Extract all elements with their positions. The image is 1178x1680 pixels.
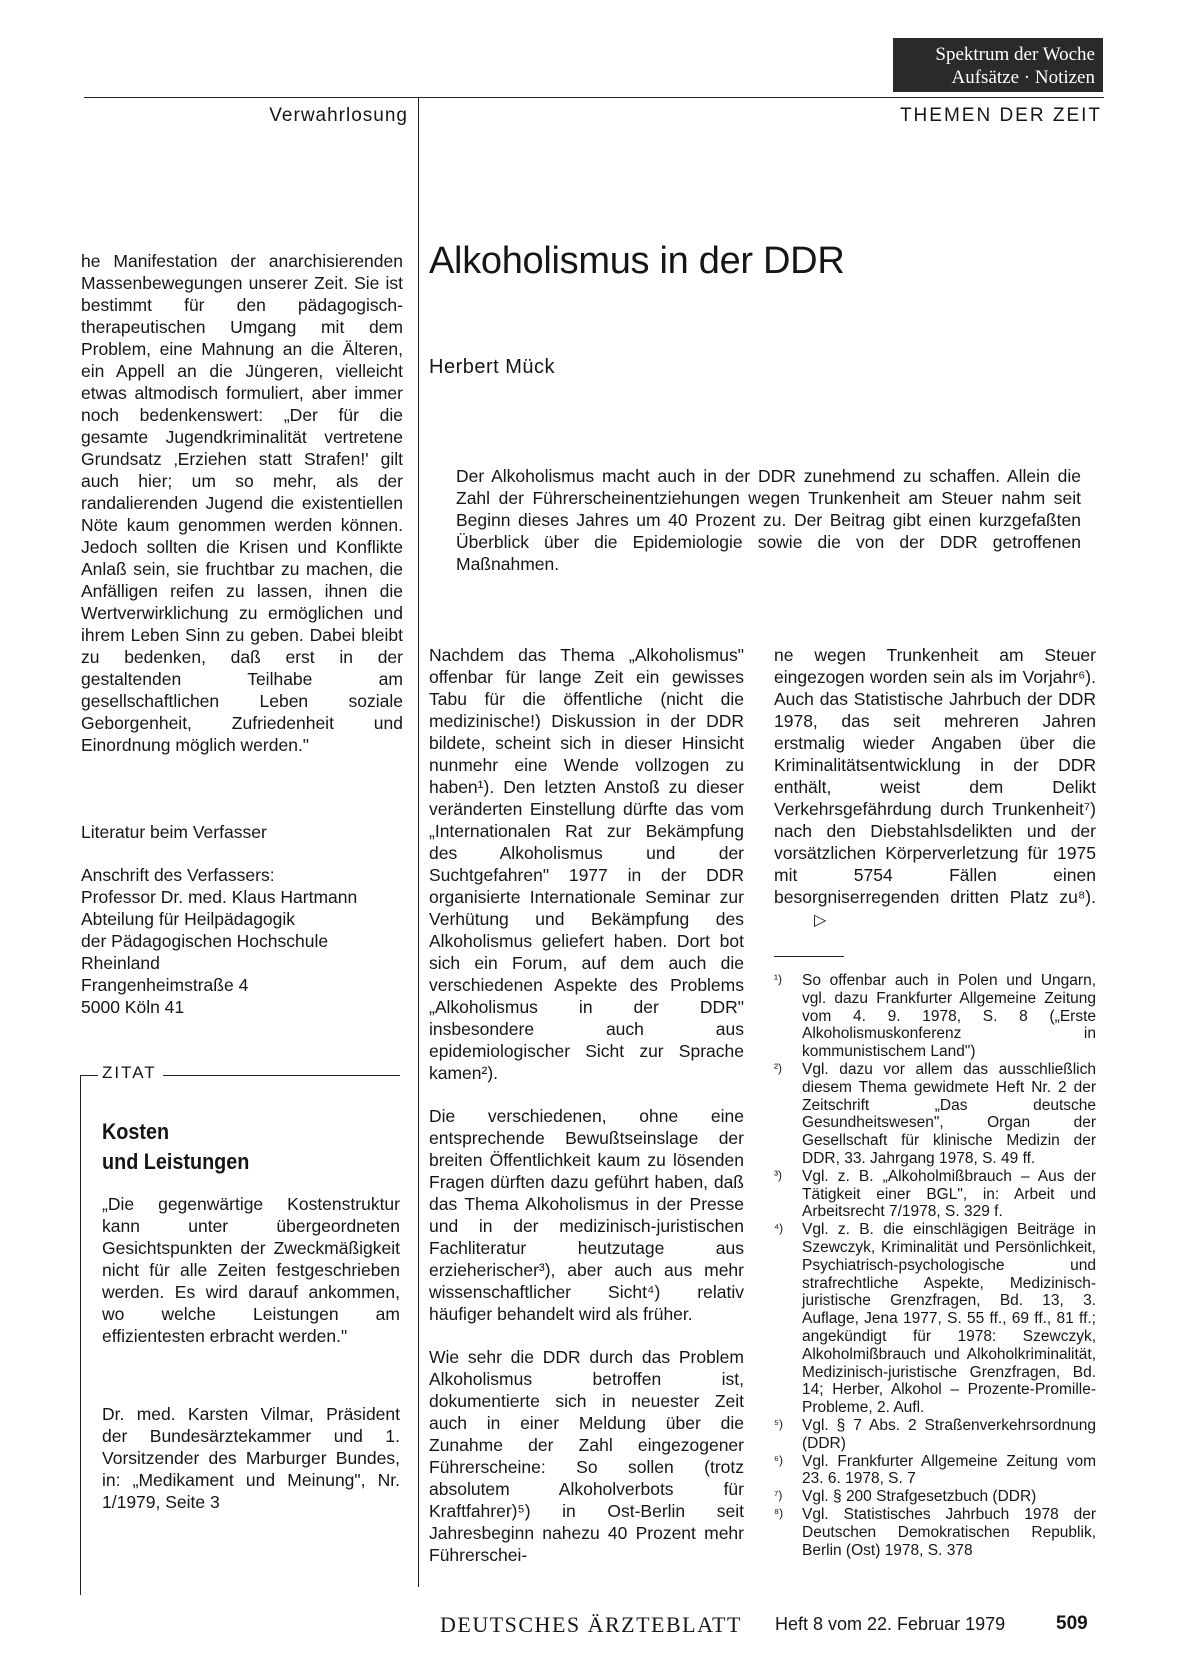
footnote-text: So offenbar auch in Polen und Ungarn, vgl. dazu Frankfurter Allgemeine Zeitung vom 4. 9. 1978, S. 8 („Erste Alkoholismuskonferenz in kommunistischem Land") <box>802 972 1096 1061</box>
badge-line-1: Spektrum der Woche <box>935 44 1095 65</box>
footnote-text: Vgl. Frankfurter Allgemeine Zeitung vom 23. 6. 1978, S. 7 <box>802 1452 1096 1488</box>
article-title: Alkoholismus in der DDR <box>429 240 845 282</box>
literature-note: Literatur beim Verfasser <box>81 822 267 842</box>
footnote <box>774 972 1096 1061</box>
article-paragraph: Nachdem das Thema „Alkoholismus" offenbar für lange Zeit ein gewisses Tabu für die öffentliche (nicht die medizinische!) Diskussion in der DDR bildete, scheint sich in dieser Hinsicht nunmehr eine Wende vollzogen zu haben¹). Den letzten Anstoß zu dieser veränderten Einstellung dürfte das vom „Internationalen Rat zur Bekämpfung des Alkoholismus und der Suchtgefahren" 1977 in der DDR organisierte Internationale Seminar zur Verhütung und Bekämpfung des Alkoholismus geliefert haben. Dort bot sich ein Forum, auf dem auch die verschiedenen Aspekte des Problems „Alkoholismus in der DDR" insbesondere auch aus epidemiologischer Sicht zur Sprache kamen²). <box>429 645 744 1083</box>
zitat-source: Dr. med. Karsten Vilmar, Präsident der Bundesärztekammer und 1. Vorsitzender des Marburger Bundes, in: „Medikament und Meinung", Nr. 1/1979, Seite 3 <box>102 1404 400 1512</box>
zitat-title-line-1: Kosten <box>102 1119 170 1144</box>
footnote-number: ⁶) <box>774 1452 783 1467</box>
footnote-number: ²) <box>774 1060 782 1075</box>
footnote-text: Vgl. z. B. „Alkoholmißbrauch – Aus der Tätigkeit einer BGL", in: Arbeit und Arbeitsrecht 7/1978, S. 329 f. <box>802 1167 1096 1221</box>
section-badge <box>893 38 1103 92</box>
footnote <box>774 1221 1096 1417</box>
footnote-text: Vgl. § 200 Strafgesetzbuch (DDR) <box>802 1488 1037 1506</box>
footnote-number: ⁴) <box>774 1221 784 1236</box>
address-line: Rheinland <box>81 953 160 973</box>
badge-line-2: Aufsätze · Notizen <box>951 67 1095 88</box>
header-left: Verwahrlosung <box>269 105 408 126</box>
left-column-text: he Manifestation der anarchisierenden Massenbewegungen unserer Zeit. Sie ist bestimmt für den pädagogisch-therapeutischen Umgang mit dem Problem, eine Mahnung an die Älteren, ein Appell an die Jüngeren, vielleicht etwas altmodisch formuliert, aber immer noch bedenkenswert: „Der für die gesamte Jugendkriminalität vertretene Grundsatz ‚Erziehen statt Strafen!' gilt auch hier; um so mehr, als der randalierenden Jugend die existentiellen Nöte kaum genommen werden können. Jedoch sollten die Krisen und Konflikte Anlaß sein, sie fruchtbar zu machen, die Anfälligen reifen zu lassen, ihnen die Wertverwirklichung zu ermöglichen und ihrem Leben Sinn zu geben. Dabei bleibt zu bedenken, daß erst in der gestaltenden Teilhabe am gesellschaftlichen Leben soziale Geborgenheit, Zufriedenheit und Einordnung möglich werden." <box>81 251 403 755</box>
article-column-1 <box>429 644 744 1566</box>
footer-publication: DEUTSCHES ÄRZTEBLATT <box>440 1612 742 1637</box>
footnotes <box>774 972 1096 1559</box>
article-paragraph <box>774 644 1096 932</box>
article-lead: Der Alkoholismus macht auch in der DDR zunehmend zu schaffen. Allein die Zahl der Führerscheinentziehungen wegen Trunkenheit am Steuer nahm seit Beginn dieses Jahres um 40 Prozent zu. Der Beitrag gibt einen kurzgefaßten Überblick über die Epidemiologie sowie die von der DDR getroffenen Maßnahmen. <box>456 466 1081 574</box>
footnote <box>774 1453 1096 1489</box>
author-address <box>81 864 357 1018</box>
article-paragraph-text: ne wegen Trunkenheit am Steuer eingezogen worden sein als im Vorjahr⁶). Auch das Statistische Jahrbuch der DDR 1978, das seit mehreren Jahren erstmalig wieder Angaben über die Kriminalitätsentwicklung in der DDR enthält, weist dem Delikt Verkehrsgefährdung durch Trunkenheit⁷) nach den Diebstahlsdelikten und der vorsätzlichen Körperverletzung für 1975 mit 5754 Fällen einen besorgniserregenden dritten Platz zu⁸). <box>774 645 1096 907</box>
zitat-title-line-2: und Leistungen <box>102 1149 250 1174</box>
footnote <box>774 1168 1096 1221</box>
left-column-body <box>81 250 403 756</box>
footnote-text: Vgl. z. B. die einschlägigen Beiträge in Szewczyk, Kriminalität und Persönlichkeit, Psychiatrisch-psychologische und strafrechtliche Aspekte, Medizinisch-juristische Grenzfragen, Bd. 13, 3. Auflage, Jena 1977, S. 55 ff., 69 ff., 81 ff.; angekündigt für 1978: Szewczyk, Alkoholmißbrauch und Alkoholkriminalität, Medizinisch-juristische Grenzfragen, Bd. 14; Herber, Alkohol – Prozente-Promille-Probleme, 2. Aufl. <box>802 1221 1096 1417</box>
address-line: Frangenheimstraße 4 <box>81 975 249 995</box>
top-rule <box>84 97 1104 98</box>
header-right: THEMEN DER ZEIT <box>899 105 1102 126</box>
footnote <box>774 1417 1096 1453</box>
footnote-text: Vgl. dazu vor allem das ausschließlich diesem Thema gewidmete Heft Nr. 2 der Zeitschrift „Das deutsche Gesundheitswesen", Organ der Gesellschaft für klinische Medizin der DDR, 33. Jahrgang 1978, S. 49 ff. <box>802 1060 1096 1167</box>
footnote-number: ¹) <box>774 972 782 986</box>
column-divider <box>418 97 419 1587</box>
zitat-label: ZITAT <box>98 1063 163 1083</box>
zitat-title <box>102 1117 249 1177</box>
footnote-text: Vgl. Statistisches Jahrbuch 1978 der Deutschen Demokratischen Republik, Berlin (Ost) 1978, S. 378 <box>802 1505 1096 1559</box>
article-paragraph: Die verschiedenen, ohne eine entsprechende Bewußtseinslage der breiten Öffentlichkeit kaum zu lösenden Fragen dürften dazu geführt haben, daß das Thema Alkoholismus in der Presse und in der medizinisch-juristischen Fachliteratur heutzutage aus erzieherischer³), aber auch aus mehr wissenschaftlicher Sicht⁴) relativ häufiger behandelt wird als früher. <box>429 1106 744 1324</box>
article-author: Herbert Mück <box>429 356 556 378</box>
address-line: Anschrift des Verfassers: <box>81 865 275 885</box>
footnote-number: ³) <box>774 1167 782 1182</box>
footnote <box>774 1506 1096 1559</box>
article-column-2 <box>774 644 1096 932</box>
footer-page-number: 509 <box>1056 1613 1088 1634</box>
footnote <box>774 1061 1096 1168</box>
address-line: Abteilung für Heilpädagogik <box>81 909 296 929</box>
footer-issue: Heft 8 vom 22. Februar 1979 <box>775 1614 1006 1634</box>
address-line: 5000 Köln 41 <box>81 997 185 1017</box>
continue-arrow-icon: ▷ <box>814 912 827 929</box>
address-line: Professor Dr. med. Klaus Hartmann <box>81 887 358 907</box>
footnote <box>774 1488 1096 1506</box>
footnote-text: Vgl. § 7 Abs. 2 Straßenverkehrsordnung (DDR) <box>802 1416 1096 1452</box>
zitat-quote: „Die gegenwärtige Kostenstruktur kann unter übergeordneten Gesichtspunkten der Zweckmäßigkeit nicht für alle Zeiten festgeschrieben werden. Es wird darauf ankommen, wo welche Leistungen am effizientesten erbracht werden." <box>102 1194 400 1346</box>
article-paragraph: Wie sehr die DDR durch das Problem Alkoholismus betroffen ist, dokumentierte sich in neuester Zeit auch in einer Meldung über die Zunahme der Zahl eingezogener Führerscheine: So sollen (trotz absolutem Alkoholverbots für Kraftfahrer)⁵) in Ost-Berlin seit Jahresbeginn nahezu 40 Prozent mehr Führerschei- <box>429 1347 744 1565</box>
footnote-rule <box>774 956 844 957</box>
footnote-number: ⁸) <box>774 1505 784 1520</box>
footnote-number: ⁵) <box>774 1416 783 1431</box>
footnote-number: ⁷) <box>774 1488 783 1503</box>
address-line: der Pädagogischen Hochschule <box>81 931 329 951</box>
